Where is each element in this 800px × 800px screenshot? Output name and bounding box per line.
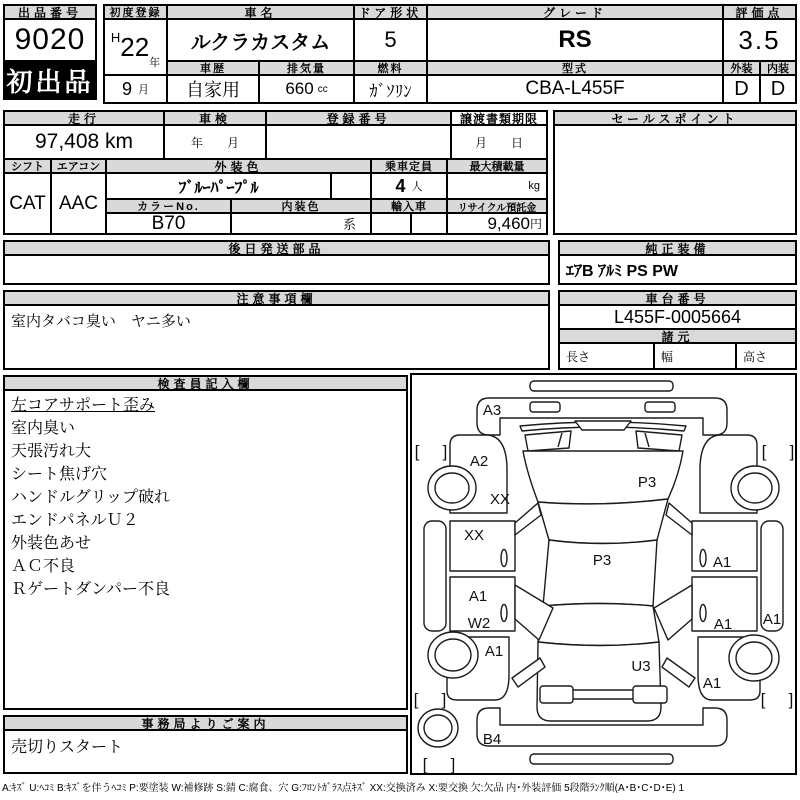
damage-code: B4 [482,731,502,748]
max-load-unit: kg [446,172,548,200]
mileage-label: 走行 [3,110,165,126]
chassis-no-label: 車台番号 [558,290,797,306]
diagram-bracket-mark: ] [450,755,456,773]
diagram-bracket-mark: [ [413,690,419,709]
tailgate-left-lamp [540,686,573,703]
model-code-label: 型式 [426,60,724,76]
later-parts-label: 後日発送部品 [3,240,550,256]
tailgate [537,642,661,721]
grade-label: グレード [426,4,724,20]
ext-color: ﾌﾞﾙｰﾊﾟｰﾌﾟﾙ [105,172,332,200]
inspection-value: 年 月 [163,124,267,160]
diagram-bracket-mark: [ [422,755,428,773]
damage-code: XX [463,527,485,544]
shift-label: シフト [3,158,52,174]
door-shape: 5 [353,18,428,62]
right-d-pillar [662,658,695,687]
grade: RS [426,18,724,62]
first-reg-label: 初度登録 [103,4,168,20]
spec-height: 高さ [735,342,797,370]
transfer-docs-value: 月 日 [450,124,548,160]
left-rear-door-handle [501,605,507,622]
displacement-unit: cc [317,83,328,95]
displacement: 660 [285,79,314,98]
inspector-notes [3,389,408,710]
left-front-door-handle [501,550,507,567]
damage-code: P3 [592,552,612,569]
diagram-bracket-mark: ] [789,442,795,461]
diagram-bracket-mark: ] [788,690,794,709]
first-reg-month: 9 [121,78,132,99]
inspector-note-line: ＡＣ不良 [11,558,76,575]
fuel: ｶﾞｿﾘﾝ [353,74,428,104]
score: 3.5 [722,18,797,62]
left-sill-strip [424,521,446,631]
roof-main [543,540,657,606]
damage-code: A3 [482,402,502,419]
import-value-cell [370,212,448,235]
damage-code: XX [489,491,511,508]
ext-color-label: 外装色 [105,158,372,174]
color-no-label: カラーNo. [105,198,232,214]
right-a-pillar [666,503,692,535]
damage-code: U3 [631,658,651,675]
color-no: B70 [105,212,232,235]
history: 自家用 [166,74,260,104]
front-right-wheel-inner [738,473,772,503]
recycle-label: リサイクル預託金 [446,198,548,214]
first-reg-era: H [110,30,121,45]
transfer-docs-label: 譲渡書類期限 [450,110,548,126]
fuel-label: 燃料 [353,60,428,76]
inspector-note-line: 左コアサポート歪み [11,397,156,414]
ext-color-extra-cell [330,172,372,200]
max-load-label: 最大積載量 [446,158,548,174]
car-name-label: 車名 [166,4,355,20]
inspection-label: 車検 [163,110,267,126]
damage-code: W2 [467,615,491,632]
first-reg-year-unit: 年 [149,57,161,69]
damage-code: A1 [484,643,504,660]
right-rear-door-handle [700,605,706,622]
auction-no-label: 出品番号 [3,4,97,20]
recycle-fee-unit: 円 [529,217,542,231]
damage-code: A2 [469,453,489,470]
first-reg-year: 22 [120,31,150,62]
inspector-note-line: 室内臭い [11,420,76,437]
left-wiper [525,431,571,451]
chassis-no: L455F-0005664 [558,304,797,330]
damage-code: A1 [702,675,722,692]
spare-tire-inner [424,715,452,741]
diagram-bracket-mark: ] [441,690,447,709]
roof-front [538,499,668,544]
left-a-pillar [515,503,541,535]
shift: CAT [3,172,52,235]
inspector-note-line: Ｒゲートダンパー不良 [11,581,171,598]
capacity-cell [370,172,448,200]
front-bumper-left-lamp [530,402,560,412]
sales-point-body [553,124,797,235]
inspector-note-line: 外装色あせ [11,535,92,552]
damage-code: A1 [468,588,488,605]
rear-right-wheel-inner [736,642,772,674]
first-reg-month-cell [103,74,168,104]
exterior-grade: D [722,74,761,104]
first-reg-year-cell [103,18,168,76]
damage-code: A1 [762,611,782,628]
car-name: ルクラカスタム [166,18,355,62]
damage-code: A1 [713,616,733,633]
damage-code: A1 [712,554,732,571]
first-reg-month-unit: 月 [138,84,149,96]
right-wiper [636,431,682,451]
recycle-fee-cell [446,212,548,235]
spec-label: 諸元 [558,328,797,344]
right-front-door-handle [700,550,706,567]
office-value: 売切りスタート [3,729,408,774]
aircon-label: エアコン [50,158,107,174]
aircon: AAC [50,172,107,235]
displacement-cell [258,74,355,104]
front-left-wheel-inner [435,473,469,503]
displacement-label: 排気量 [258,60,355,76]
recycle-fee: 9,460 [487,213,530,233]
capacity-unit: 人 [411,181,423,193]
door-shape-label: ドア形状 [353,4,428,20]
tailgate-right-lamp [633,686,667,703]
import-cell-divider [410,212,412,235]
registration-label: 登録番号 [265,110,452,126]
diagram-bracket-mark: ] [442,442,448,461]
exterior-label: 外装 [722,60,761,76]
auction-no: 9020 [3,18,97,62]
rear-bumper-strip [530,754,673,764]
interior-label: 内装 [759,60,797,76]
inspector-note-line: シート焦げ穴 [11,466,108,483]
rear-left-wheel-inner [435,639,471,671]
diagram-bracket-mark: [ [414,442,420,461]
inspector-note-line: 天張汚れ大 [11,443,92,460]
rear-window [538,604,659,646]
model-code: CBA-L455F [426,74,724,104]
int-color-label: 内装色 [230,198,372,214]
right-c-pillar [654,585,692,640]
capacity-label: 乗車定員 [370,158,448,174]
notice-label: 注意事項欄 [3,290,550,306]
windshield [523,451,683,504]
registration-value [265,124,452,160]
spec-length: 長さ [558,342,655,370]
damage-diagram-box [410,373,797,775]
interior-grade: D [759,74,797,104]
capacity: 4 [395,175,406,196]
import-label: 輸入車 [370,198,448,214]
diagram-bracket-mark: [ [760,690,766,709]
diagram-bracket-mark: [ [761,442,767,461]
score-label: 評価点 [722,4,797,20]
first-listing-badge: 初出品 [3,60,97,100]
front-bumper-right-lamp [645,402,675,412]
cowl-center [575,421,631,430]
mileage: 97,408 km [3,124,165,160]
inspector-note-line: エンドパネルＵ２ [11,512,139,529]
front-bumper-strip [530,381,673,391]
office-label: 事務局よりご案内 [3,715,408,731]
history-label: 車歴 [166,60,260,76]
spec-width: 幅 [653,342,737,370]
equipment-label: 純正装備 [558,240,797,256]
sales-point-label: セールスポイント [553,110,797,126]
damage-code: P3 [637,474,657,491]
notice-value: 室内タバコ臭い ヤニ多い [3,304,550,370]
later-parts-body [3,254,550,285]
equipment-value: ｴｱB ｱﾙﾐ PS PW [558,254,797,285]
int-color-suffix: 系 [230,212,372,235]
inspector-note-line: ハンドルグリップ破れ [11,489,171,506]
legend-text: A:ｷｽﾞ U:ﾍｺﾐ B:ｷｽﾞを伴うﾍｺﾐ P:要塗装 W:補修跡 S:錆 C:腐食、穴 G:ﾌﾛﾝﾄｶﾞﾗｽ点ｷｽﾞ XX:交換済み X:要交換 欠:欠品 内･外装評価 5段階ﾗﾝｸ順(A･B･C･D･E) 1 [2,783,685,794]
inspector-label: 検査員記入欄 [3,375,408,391]
car-damage-diagram [412,375,795,773]
